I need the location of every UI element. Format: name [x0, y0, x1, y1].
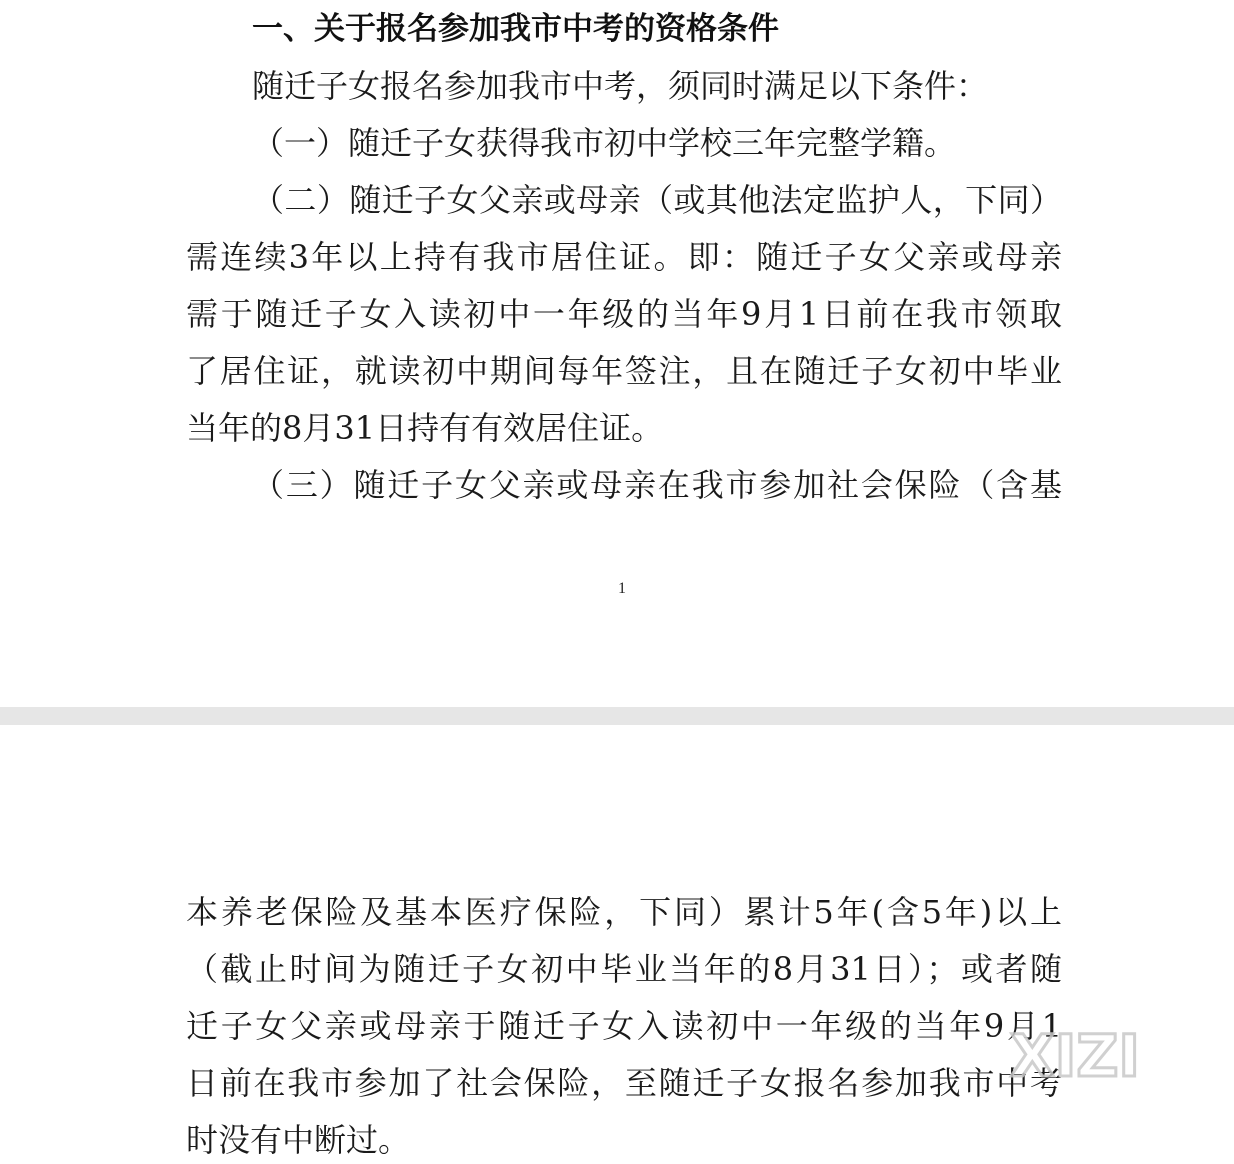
document-page-2 [0, 725, 1234, 1164]
watermark-logo [1000, 1020, 1150, 1090]
page-number: 1 [618, 580, 626, 597]
paragraph-line: 迁子女父亲或母亲于随迁子女入读初中一年级的当年9月1 [186, 1007, 1062, 1045]
watermark-text: XIZI [1010, 1022, 1140, 1090]
paragraph-line: （三）随迁子女父亲或母亲在我市参加社会保险（含基 [252, 466, 1062, 504]
paragraph-line: 日前在我市参加了社会保险，至随迁子女报名参加我市中考 [186, 1064, 1062, 1102]
paragraph-line: （二）随迁子女父亲或母亲（或其他法定监护人，下同） [252, 181, 1062, 219]
paragraph-line: （一）随迁子女获得我市初中学校三年完整学籍。 [252, 124, 957, 162]
paragraph-line: 随迁子女报名参加我市中考，须同时满足以下条件： [252, 67, 989, 105]
paragraph-line: 了居住证，就读初中期间每年签注，且在随迁子女初中毕业 [186, 352, 1062, 390]
paragraph-line: 需于随迁子女入读初中一年级的当年9月1日前在我市领取 [186, 295, 1062, 333]
paragraph-line: 当年的8月31日持有有效居住证。 [186, 409, 664, 447]
section-heading: 一、关于报名参加我市中考的资格条件 [252, 11, 779, 47]
paragraph-line: 本养老保险及基本医疗保险，下同）累计5年(含5年)以上 [186, 893, 1062, 931]
paragraph-line: 需连续3年以上持有我市居住证。即：随迁子女父亲或母亲 [186, 238, 1062, 276]
paragraph-line: 时没有中断过。 [186, 1121, 411, 1159]
paragraph-line: （截止时间为随迁子女初中毕业当年的8月31日）；或者随 [186, 950, 1062, 988]
page-separator [0, 707, 1234, 725]
